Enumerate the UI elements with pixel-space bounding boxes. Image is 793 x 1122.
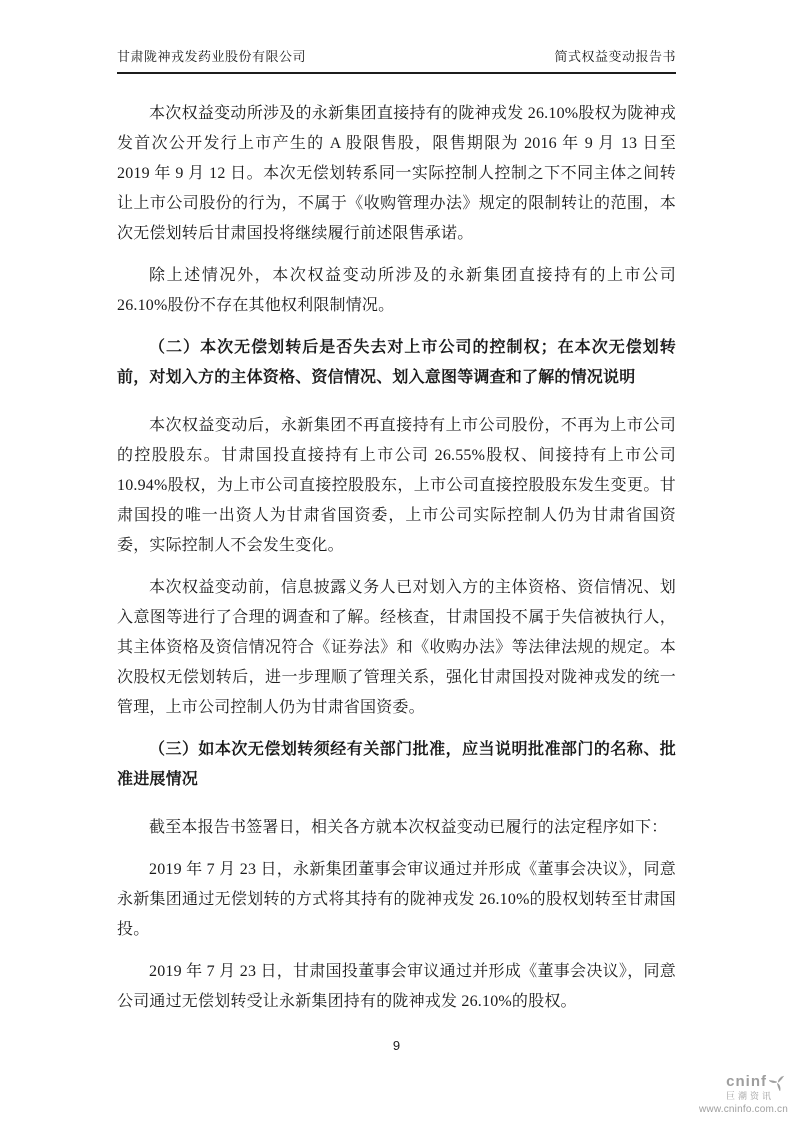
- cninfo-logo: [678, 1074, 788, 1115]
- logo-brand-row: [678, 1074, 788, 1091]
- swirl-icon: [769, 1074, 786, 1091]
- page-number: 9: [392, 1038, 401, 1053]
- section-heading: （二）本次无偿划转后是否失去对上市公司的控制权；在本次无偿划转前，对划入方的主体资格、资信情况、划入意图等调查和了解的情况说明: [117, 339, 676, 386]
- section-heading: （三）如本次无偿划转须经有关部门批准，应当说明批准部门的名称、批准进展情况: [117, 741, 676, 788]
- paragraph: 本次权益变动后，永新集团不再直接持有上市公司股份，不再为上市公司的控股股东。甘肃国投直接持有上市公司 26.55%股权、间接持有上市公司 10.94%股权，为上市公司直接控股股东，上市公司直接控股股东发生变更。甘肃国投的唯一出资人为甘肃省国资委，上市公司实际控制人仍为甘肃省国资委，实际控制人不会发生变化。: [117, 417, 676, 554]
- paragraph: 截至本报告书签署日，相关各方就本次权益变动已履行的法定程序如下：: [149, 819, 668, 836]
- header-company-name: 甘肃陇神戎发药业股份有限公司: [117, 49, 307, 64]
- logo-url: www.cninfo.com.cn: [699, 1103, 788, 1115]
- paragraph: 本次权益变动前，信息披露义务人已对划入方的主体资格、资信情况、划入意图等进行了合理的调查和了解。经核查，甘肃国投不属于失信被执行人，其主体资格及资信情况符合《证券法》和《收购办法》等法律法规的规定。本次股权无偿划转后，进一步理顺了管理关系，强化甘肃国投对陇神戎发的统一管理，上市公司控制人仍为甘肃省国资委。: [117, 579, 676, 716]
- paragraph: 本次权益变动所涉及的永新集团直接持有的陇神戎发 26.10%股权为陇神戎发首次公开发行上市产生的 A 股限售股，限售期限为 2016 年 9 月 13 日至 2019 年 9 月 12 日。本次无偿划转系同一实际控制人控制之下不同主体之间转让上市公司股份的行为，不属于《收购管理办法》规定的限制转让的范围，本次无偿划转后甘肃国投将继续履行前述限售承诺。: [117, 105, 676, 242]
- paragraph: 除上述情况外，本次权益变动所涉及的永新集团直接持有的上市公司 26.10%股份不存在其他权利限制情况。: [117, 267, 676, 314]
- page-header: [117, 46, 676, 74]
- paragraph: 2019 年 7 月 23 日，甘肃国投董事会审议通过并形成《董事会决议》，同意公司通过无偿划转受让永新集团持有的陇神戎发 26.10%的股权。: [117, 963, 676, 1010]
- logo-chinese-name: 巨潮资讯: [725, 1091, 774, 1101]
- header-row: [117, 46, 676, 74]
- header-report-title: 简式权益变动报告书: [554, 49, 676, 64]
- paragraph: 2019 年 7 月 23 日，永新集团董事会审议通过并形成《董事会决议》，同意永新集团通过无偿划转的方式将其持有的陇神戎发 26.10%的股权划转至甘肃国投。: [117, 861, 676, 938]
- document-body: [117, 99, 676, 1029]
- logo-brand-text: cninf: [726, 1073, 767, 1091]
